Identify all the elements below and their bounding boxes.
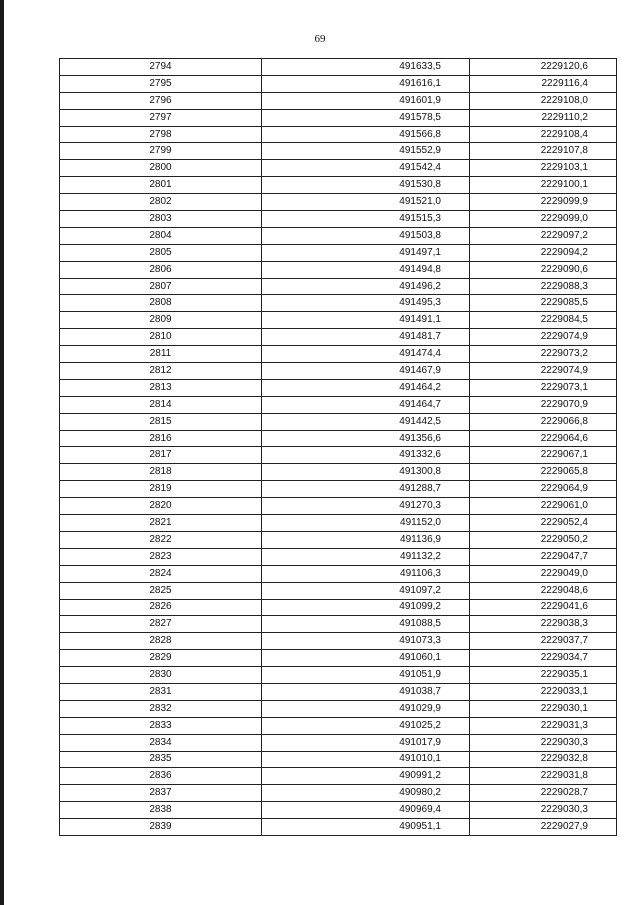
point-number-cell: 2829 <box>60 650 262 667</box>
table-row <box>60 734 617 751</box>
page-left-border <box>0 0 4 905</box>
x-coordinate-cell: 491051,9 <box>262 667 470 684</box>
y-coordinate-cell: 2229103,1 <box>470 160 617 177</box>
x-coordinate-cell: 491633,5 <box>262 59 470 76</box>
point-number-cell: 2809 <box>60 312 262 329</box>
table-row <box>60 667 617 684</box>
x-coordinate-cell: 491017,9 <box>262 734 470 751</box>
point-number-cell: 2802 <box>60 194 262 211</box>
point-number-cell: 2813 <box>60 379 262 396</box>
x-coordinate-cell: 491497,1 <box>262 244 470 261</box>
point-number-cell: 2799 <box>60 143 262 160</box>
x-coordinate-cell: 491288,7 <box>262 481 470 498</box>
table-row <box>60 599 617 616</box>
point-number-cell: 2795 <box>60 75 262 92</box>
x-coordinate-cell: 491503,8 <box>262 227 470 244</box>
point-number-cell: 2808 <box>60 295 262 312</box>
table-row <box>60 126 617 143</box>
table-row <box>60 379 617 396</box>
point-number-cell: 2807 <box>60 278 262 295</box>
y-coordinate-cell: 2229108,0 <box>470 92 617 109</box>
point-number-cell: 2838 <box>60 802 262 819</box>
y-coordinate-cell: 2229073,1 <box>470 379 617 396</box>
y-coordinate-cell: 2229097,2 <box>470 227 617 244</box>
table-row <box>60 531 617 548</box>
x-coordinate-cell: 491010,1 <box>262 751 470 768</box>
y-coordinate-cell: 2229033,1 <box>470 683 617 700</box>
y-coordinate-cell: 2229066,8 <box>470 413 617 430</box>
table-row <box>60 481 617 498</box>
point-number-cell: 2830 <box>60 667 262 684</box>
x-coordinate-cell: 491491,1 <box>262 312 470 329</box>
y-coordinate-cell: 2229027,9 <box>470 819 617 836</box>
x-coordinate-cell: 490980,2 <box>262 785 470 802</box>
point-number-cell: 2816 <box>60 430 262 447</box>
table-row <box>60 785 617 802</box>
table-row <box>60 768 617 785</box>
point-number-cell: 2812 <box>60 363 262 380</box>
y-coordinate-cell: 2229107,8 <box>470 143 617 160</box>
y-coordinate-cell: 2229099,0 <box>470 211 617 228</box>
y-coordinate-cell: 2229120,6 <box>470 59 617 76</box>
page-number: 69 <box>314 33 326 45</box>
table-row <box>60 413 617 430</box>
table-row <box>60 143 617 160</box>
x-coordinate-cell: 491601,9 <box>262 92 470 109</box>
x-coordinate-cell: 491566,8 <box>262 126 470 143</box>
table-row <box>60 295 617 312</box>
table-row <box>60 312 617 329</box>
x-coordinate-cell: 491515,3 <box>262 211 470 228</box>
table-row <box>60 194 617 211</box>
x-coordinate-cell: 491038,7 <box>262 683 470 700</box>
y-coordinate-cell: 2229070,9 <box>470 396 617 413</box>
table-row <box>60 92 617 109</box>
x-coordinate-cell: 491132,2 <box>262 548 470 565</box>
y-coordinate-cell: 2229031,8 <box>470 768 617 785</box>
x-coordinate-cell: 491106,3 <box>262 565 470 582</box>
x-coordinate-cell: 491521,0 <box>262 194 470 211</box>
table-row <box>60 346 617 363</box>
table-row <box>60 616 617 633</box>
y-coordinate-cell: 2229116,4 <box>470 75 617 92</box>
table-row <box>60 329 617 346</box>
table-row <box>60 244 617 261</box>
y-coordinate-cell: 2229074,9 <box>470 363 617 380</box>
x-coordinate-cell: 491481,7 <box>262 329 470 346</box>
y-coordinate-cell: 2229088,3 <box>470 278 617 295</box>
point-number-cell: 2811 <box>60 346 262 363</box>
table-row <box>60 650 617 667</box>
x-coordinate-cell: 491073,3 <box>262 633 470 650</box>
y-coordinate-cell: 2229034,7 <box>470 650 617 667</box>
point-number-cell: 2821 <box>60 515 262 532</box>
x-coordinate-cell: 491552,9 <box>262 143 470 160</box>
table-row <box>60 515 617 532</box>
y-coordinate-cell: 2229073,2 <box>470 346 617 363</box>
y-coordinate-cell: 2229064,6 <box>470 430 617 447</box>
x-coordinate-cell: 490951,1 <box>262 819 470 836</box>
x-coordinate-cell: 490991,2 <box>262 768 470 785</box>
x-coordinate-cell: 491616,1 <box>262 75 470 92</box>
point-number-cell: 2833 <box>60 717 262 734</box>
x-coordinate-cell: 491578,5 <box>262 109 470 126</box>
table-row <box>60 700 617 717</box>
y-coordinate-cell: 2229047,7 <box>470 548 617 565</box>
y-coordinate-cell: 2229035,1 <box>470 667 617 684</box>
table-row <box>60 819 617 836</box>
x-coordinate-cell: 491029,9 <box>262 700 470 717</box>
y-coordinate-cell: 2229100,1 <box>470 177 617 194</box>
table-row <box>60 717 617 734</box>
point-number-cell: 2797 <box>60 109 262 126</box>
point-number-cell: 2837 <box>60 785 262 802</box>
y-coordinate-cell: 2229038,3 <box>470 616 617 633</box>
x-coordinate-cell: 491099,2 <box>262 599 470 616</box>
table-row <box>60 227 617 244</box>
coordinates-table-body <box>60 59 617 836</box>
y-coordinate-cell: 2229028,7 <box>470 785 617 802</box>
point-number-cell: 2834 <box>60 734 262 751</box>
y-coordinate-cell: 2229031,3 <box>470 717 617 734</box>
x-coordinate-cell: 491464,7 <box>262 396 470 413</box>
point-number-cell: 2810 <box>60 329 262 346</box>
y-coordinate-cell: 2229050,2 <box>470 531 617 548</box>
y-coordinate-cell: 2229061,0 <box>470 498 617 515</box>
point-number-cell: 2832 <box>60 700 262 717</box>
y-coordinate-cell: 2229085,5 <box>470 295 617 312</box>
y-coordinate-cell: 2229084,5 <box>470 312 617 329</box>
table-row <box>60 447 617 464</box>
y-coordinate-cell: 2229094,2 <box>470 244 617 261</box>
point-number-cell: 2814 <box>60 396 262 413</box>
x-coordinate-cell: 491442,5 <box>262 413 470 430</box>
y-coordinate-cell: 2229052,4 <box>470 515 617 532</box>
point-number-cell: 2817 <box>60 447 262 464</box>
point-number-cell: 2825 <box>60 582 262 599</box>
point-number-cell: 2794 <box>60 59 262 76</box>
x-coordinate-cell: 491495,3 <box>262 295 470 312</box>
x-coordinate-cell: 491097,2 <box>262 582 470 599</box>
x-coordinate-cell: 491060,1 <box>262 650 470 667</box>
x-coordinate-cell: 491025,2 <box>262 717 470 734</box>
x-coordinate-cell: 491136,9 <box>262 531 470 548</box>
point-number-cell: 2839 <box>60 819 262 836</box>
point-number-cell: 2815 <box>60 413 262 430</box>
point-number-cell: 2822 <box>60 531 262 548</box>
point-number-cell: 2796 <box>60 92 262 109</box>
table-row <box>60 683 617 700</box>
y-coordinate-cell: 2229037,7 <box>470 633 617 650</box>
point-number-cell: 2827 <box>60 616 262 633</box>
point-number-cell: 2800 <box>60 160 262 177</box>
x-coordinate-cell: 491088,5 <box>262 616 470 633</box>
table-row <box>60 464 617 481</box>
x-coordinate-cell: 491356,6 <box>262 430 470 447</box>
table-row <box>60 565 617 582</box>
point-number-cell: 2801 <box>60 177 262 194</box>
y-coordinate-cell: 2229030,3 <box>470 734 617 751</box>
coordinates-table <box>59 58 617 836</box>
x-coordinate-cell: 491300,8 <box>262 464 470 481</box>
table-row <box>60 109 617 126</box>
y-coordinate-cell: 2229030,3 <box>470 802 617 819</box>
table-row <box>60 363 617 380</box>
table-row <box>60 751 617 768</box>
point-number-cell: 2835 <box>60 751 262 768</box>
point-number-cell: 2823 <box>60 548 262 565</box>
table-row <box>60 211 617 228</box>
table-row <box>60 498 617 515</box>
point-number-cell: 2806 <box>60 261 262 278</box>
x-coordinate-cell: 491152,0 <box>262 515 470 532</box>
table-row <box>60 633 617 650</box>
table-row <box>60 59 617 76</box>
x-coordinate-cell: 491464,2 <box>262 379 470 396</box>
y-coordinate-cell: 2229030,1 <box>470 700 617 717</box>
x-coordinate-cell: 491332,6 <box>262 447 470 464</box>
table-row <box>60 261 617 278</box>
point-number-cell: 2831 <box>60 683 262 700</box>
point-number-cell: 2805 <box>60 244 262 261</box>
table-row <box>60 396 617 413</box>
point-number-cell: 2818 <box>60 464 262 481</box>
point-number-cell: 2798 <box>60 126 262 143</box>
x-coordinate-cell: 491467,9 <box>262 363 470 380</box>
point-number-cell: 2824 <box>60 565 262 582</box>
y-coordinate-cell: 2229048,6 <box>470 582 617 599</box>
y-coordinate-cell: 2229049,0 <box>470 565 617 582</box>
point-number-cell: 2836 <box>60 768 262 785</box>
x-coordinate-cell: 490969,4 <box>262 802 470 819</box>
y-coordinate-cell: 2229041,6 <box>470 599 617 616</box>
y-coordinate-cell: 2229099,9 <box>470 194 617 211</box>
point-number-cell: 2828 <box>60 633 262 650</box>
table-row <box>60 582 617 599</box>
y-coordinate-cell: 2229074,9 <box>470 329 617 346</box>
x-coordinate-cell: 491542,4 <box>262 160 470 177</box>
y-coordinate-cell: 2229108,4 <box>470 126 617 143</box>
table-row <box>60 177 617 194</box>
x-coordinate-cell: 491474,4 <box>262 346 470 363</box>
x-coordinate-cell: 491270,3 <box>262 498 470 515</box>
point-number-cell: 2819 <box>60 481 262 498</box>
x-coordinate-cell: 491494,8 <box>262 261 470 278</box>
y-coordinate-cell: 2229032,8 <box>470 751 617 768</box>
y-coordinate-cell: 2229064,9 <box>470 481 617 498</box>
y-coordinate-cell: 2229110,2 <box>470 109 617 126</box>
y-coordinate-cell: 2229065,8 <box>470 464 617 481</box>
table-row <box>60 430 617 447</box>
table-row <box>60 278 617 295</box>
point-number-cell: 2804 <box>60 227 262 244</box>
table-row <box>60 75 617 92</box>
x-coordinate-cell: 491496,2 <box>262 278 470 295</box>
point-number-cell: 2803 <box>60 211 262 228</box>
y-coordinate-cell: 2229067,1 <box>470 447 617 464</box>
point-number-cell: 2826 <box>60 599 262 616</box>
table-row <box>60 160 617 177</box>
point-number-cell: 2820 <box>60 498 262 515</box>
y-coordinate-cell: 2229090,6 <box>470 261 617 278</box>
table-row <box>60 802 617 819</box>
x-coordinate-cell: 491530,8 <box>262 177 470 194</box>
table-row <box>60 548 617 565</box>
